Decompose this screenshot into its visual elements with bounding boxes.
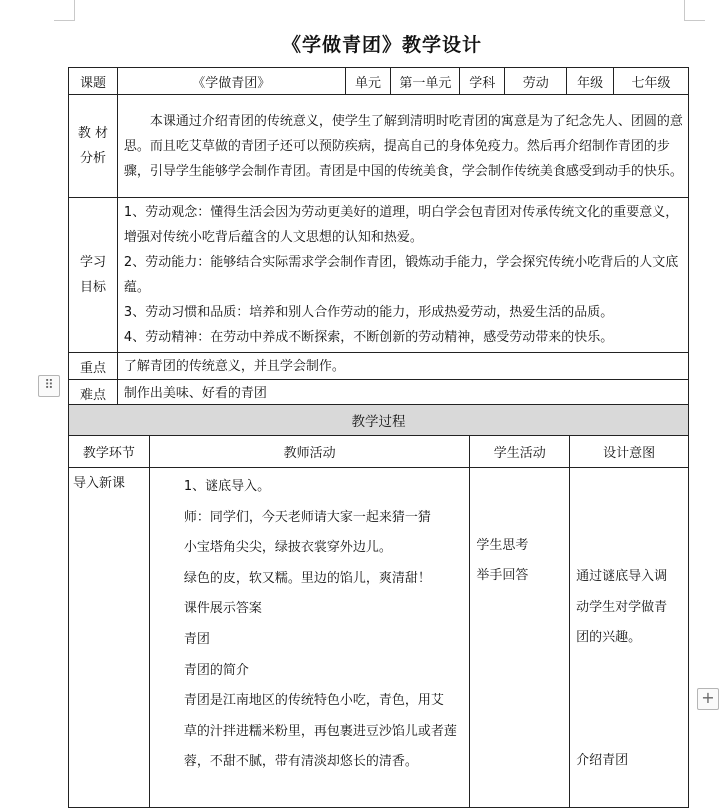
- goal-item: 2、劳动能力：能够结合实际需求学会制作青团，锻炼动手能力，学会探究传统小吃背后的人文底蕴。: [123, 255, 679, 295]
- unit-label: 单元: [345, 68, 391, 95]
- teacher-line: 蓉，不甜不腻，带有清淡却悠长的清香。: [183, 754, 418, 770]
- key-point-text: 了解青团的传统意义，并且学会制作。: [117, 353, 688, 380]
- teacher-activity-cell: [149, 468, 469, 808]
- teacher-line: 草的汁拌进糯米粉里，再包裹进豆沙馅儿或者莲: [183, 723, 457, 739]
- intent-line: 介绍青团: [576, 752, 629, 768]
- teacher-line: 师：同学们，今天老师请大家一起来猜一猜: [183, 509, 431, 525]
- intent-line: 通过谜底导入调: [576, 569, 668, 584]
- intent-line: 团的兴趣。: [576, 630, 642, 645]
- goals-text-cell: [117, 198, 688, 353]
- student-line: 学生思考: [476, 538, 529, 553]
- header-stage: 教学环节: [69, 436, 150, 468]
- teacher-line: 青团是江南地区的传统特色小吃，青色，用艾: [183, 693, 444, 709]
- goal-item: 3、劳动习惯和品质：培养和别人合作劳动的能力，形成热爱劳动，热爱生活的品质。: [123, 305, 614, 320]
- process-table: [68, 404, 689, 808]
- goals-label: [69, 198, 118, 353]
- analysis-label-line-1: 教 材: [77, 126, 109, 141]
- goals-label-line-1: 学习: [79, 255, 106, 270]
- grade-value: 七年级: [614, 68, 689, 95]
- analysis-label-line-2: 分析: [79, 151, 106, 166]
- teacher-line: 青团: [183, 631, 210, 647]
- key-point-row: [69, 353, 689, 380]
- header-student: 学生活动: [470, 436, 570, 468]
- topic-row: [69, 68, 689, 95]
- page-corner-mark-left: [54, 0, 75, 21]
- design-intent-cell: [570, 468, 689, 808]
- intent-line: 动学生对学做青: [576, 599, 668, 615]
- analysis-text: 本课通过介绍青团的传统意义，使学生了解到清明时吃青团的寓意是为了纪念先人、团圆的意思。而且吃艾草做的青团子还可以预防疾病，提高自己的身体免疫力。然后再介绍制作青团的步骤，引导学生能够学会制作青团。青团是中国的传统美食，学会制作传统美食感受到动手的快乐。: [123, 113, 683, 179]
- goal-item: 4、劳动精神：在劳动中养成不断探索，不断创新的劳动精神，感受劳动带来的快乐。: [123, 330, 614, 345]
- stage-cell: 导入新课: [69, 468, 150, 808]
- teacher-line: 绿色的皮，软又糯。里边的馅儿，爽清甜！: [183, 570, 431, 586]
- process-body-row: [69, 468, 689, 808]
- analysis-row: [69, 95, 689, 198]
- difficulty-row: [69, 380, 689, 407]
- student-activity-cell: [470, 468, 570, 808]
- process-header-row: [69, 436, 689, 468]
- info-table: [68, 67, 689, 407]
- grade-label: 年级: [567, 68, 614, 95]
- analysis-text-cell: [117, 95, 688, 198]
- teacher-line: 课件展示答案: [183, 601, 262, 617]
- difficulty-label: 难点: [69, 380, 118, 407]
- key-point-label: 重点: [69, 353, 118, 380]
- page-corner-mark-right: [684, 0, 705, 21]
- process-banner-row: [69, 405, 689, 436]
- table-move-handle-icon[interactable]: ⠿: [38, 375, 60, 397]
- analysis-label: [69, 95, 118, 198]
- goals-row: [69, 198, 689, 353]
- subject-value: 劳动: [505, 68, 567, 95]
- teacher-line: 青团的简介: [183, 662, 249, 678]
- goals-label-line-2: 目标: [79, 280, 106, 295]
- topic-value: 《学做青团》: [117, 68, 345, 95]
- header-teacher: 教师活动: [149, 436, 469, 468]
- student-line: 举手回答: [476, 568, 529, 583]
- goal-item: 1、劳动观念：懂得生活会因为劳动更美好的道理，明白学会包青团对传承传统文化的重要意义，增强对传统小吃背后蕴含的人文思想的认知和热爱。: [123, 205, 679, 245]
- teacher-line: 小宝塔角尖尖，绿披衣裳穿外边儿。: [183, 540, 392, 556]
- header-intent: 设计意图: [570, 436, 689, 468]
- add-row-plus-icon[interactable]: +: [697, 688, 719, 710]
- document-title: 《学做青团》教学设计: [281, 34, 482, 56]
- difficulty-text: 制作出美味、好看的青团: [117, 380, 688, 407]
- unit-value: 第一单元: [391, 68, 460, 95]
- topic-label: 课题: [69, 68, 118, 95]
- teacher-line: 1、谜底导入。: [183, 479, 271, 494]
- subject-label: 学科: [460, 68, 505, 95]
- process-banner: 教学过程: [69, 405, 689, 436]
